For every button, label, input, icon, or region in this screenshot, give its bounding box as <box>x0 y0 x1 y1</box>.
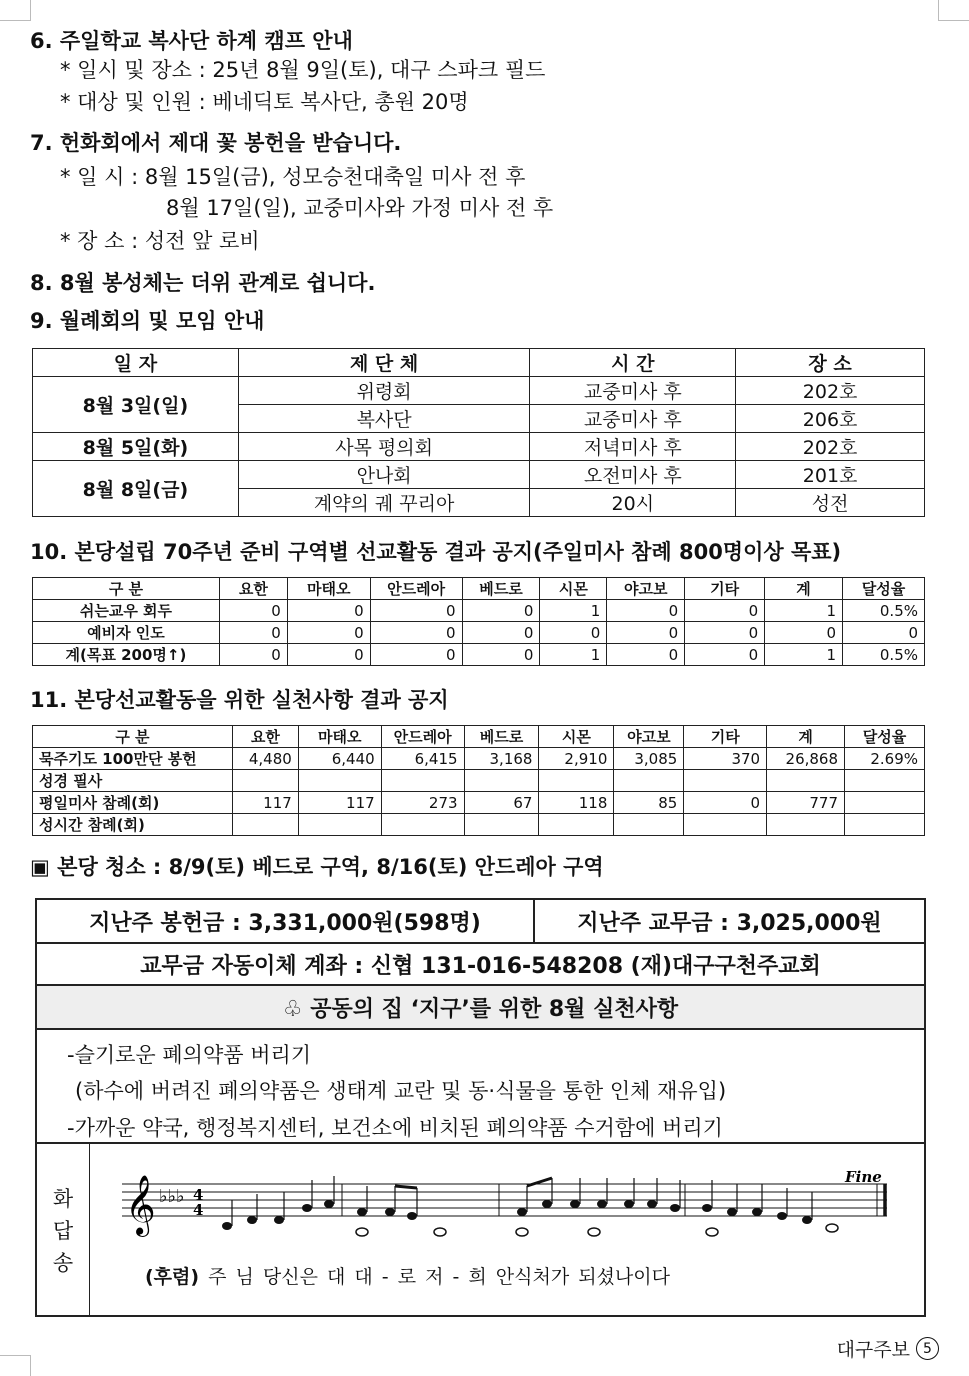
cell: 0 <box>462 622 540 644</box>
lyrics-line <box>145 1262 670 1289</box>
cell: 0 <box>287 600 370 622</box>
cell: 교중미사 후 <box>530 377 736 405</box>
cleaning-notice: ▣ 본당 청소 : 8/9(토) 베드로 구역, 8/16(토) 안드레아 구역 <box>30 855 604 879</box>
crop-mark-bottom-left <box>0 1355 31 1376</box>
row-label: 성경 필사 <box>33 770 233 792</box>
cell: 202호 <box>736 433 925 461</box>
table-row <box>33 792 925 814</box>
crop-mark-top-right <box>938 0 969 21</box>
header-cell: 장 소 <box>736 349 925 377</box>
header-cell: 야고보 <box>614 726 684 748</box>
header-cell: 제 단 체 <box>238 349 530 377</box>
cell: 성전 <box>736 489 925 517</box>
cell: 0 <box>685 644 765 666</box>
cell: 위령회 <box>238 377 530 405</box>
eco-line: (하수에 버려진 폐의약품은 생태계 교란 및 동·식물을 통한 인체 재유입) <box>75 1079 727 1103</box>
cell: 0 <box>607 600 685 622</box>
header-cell: 기타 <box>684 726 767 748</box>
cell: 0 <box>370 600 462 622</box>
cell: 0 <box>843 622 925 644</box>
row-label: 쉬는교우 회두 <box>33 600 220 622</box>
cell <box>464 770 539 792</box>
cell: 0 <box>219 622 287 644</box>
cell: 2,910 <box>539 748 614 770</box>
music-score <box>97 1170 917 1270</box>
refrain-label: (후렴) <box>145 1266 200 1288</box>
eco-line: -가까운 약국, 행정복지센터, 보건소에 비치된 폐의약품 수거함에 버리기 <box>67 1116 723 1140</box>
cell: 교중미사 후 <box>530 405 736 433</box>
page-number: 5 <box>916 1337 939 1360</box>
cell <box>298 770 381 792</box>
table-row <box>33 644 925 666</box>
cell: 0.5% <box>843 644 925 666</box>
offering-text: 지난주 봉헌금 : 3,331,000원(598명) <box>37 900 535 942</box>
cell: 0 <box>685 622 765 644</box>
cell: 201호 <box>736 461 925 489</box>
cell: 4,480 <box>232 748 298 770</box>
cell: 20시 <box>530 489 736 517</box>
cell: 0 <box>685 600 765 622</box>
table-row <box>33 770 925 792</box>
cell: 0 <box>219 644 287 666</box>
cell: 3,085 <box>614 748 684 770</box>
header-cell: 요한 <box>219 578 287 600</box>
table-row <box>33 622 925 644</box>
cell <box>614 770 684 792</box>
cell: 0 <box>462 600 540 622</box>
header-cell: 구 분 <box>33 578 220 600</box>
cell: 저녁미사 후 <box>530 433 736 461</box>
table-row <box>33 814 925 836</box>
page-footer <box>837 1335 939 1362</box>
svg-text:♭♭♭: ♭♭♭ <box>159 1186 185 1207</box>
cell: 복사단 <box>238 405 530 433</box>
section-8-title: 8. 8월 봉성체는 더위 관계로 쉽니다. <box>30 271 376 295</box>
cell: 0 <box>684 792 767 814</box>
row-label: 예비자 인도 <box>33 622 220 644</box>
cell <box>767 814 845 836</box>
cell: 0 <box>607 644 685 666</box>
section-7-time-2: 8월 17일(일), 교중미사와 가정 미사 전 후 <box>166 196 554 220</box>
cell: 85 <box>614 792 684 814</box>
cell: 0 <box>287 644 370 666</box>
cell <box>539 770 614 792</box>
cell: 0 <box>462 644 540 666</box>
cell <box>298 814 381 836</box>
cell: 6,440 <box>298 748 381 770</box>
cell: 1 <box>765 644 843 666</box>
cell <box>684 814 767 836</box>
header-cell: 시몬 <box>540 578 607 600</box>
fine-mark: Fine <box>845 1170 882 1186</box>
meeting-table <box>32 348 925 517</box>
cell: 1 <box>540 600 607 622</box>
cell: 273 <box>381 792 464 814</box>
section-7-place: * 장 소 : 성전 앞 로비 <box>60 229 260 253</box>
cell <box>845 814 925 836</box>
cell: 0 <box>370 622 462 644</box>
cell <box>381 814 464 836</box>
cell <box>464 814 539 836</box>
cell <box>684 770 767 792</box>
cell: 0 <box>219 600 287 622</box>
cell: 1 <box>540 644 607 666</box>
cell: 0 <box>607 622 685 644</box>
cell: 3,168 <box>464 748 539 770</box>
header-cell: 구 분 <box>33 726 233 748</box>
cell: 사목 평의회 <box>238 433 530 461</box>
header-cell: 요한 <box>232 726 298 748</box>
section-9-title: 9. 월례회의 및 모임 안내 <box>30 309 265 333</box>
lyrics-text: 주 님 당신은 대 대 - 로 저 - 희 안식처가 되셨나이다 <box>208 1266 670 1288</box>
header-cell: 일 자 <box>33 349 239 377</box>
offering-row <box>37 900 924 944</box>
header-cell: 안드레아 <box>370 578 462 600</box>
cell <box>845 770 925 792</box>
section-10-title: 10. 본당설립 70주년 준비 구역별 선교활동 결과 공지(주일미사 참례 800명이상 목표) <box>30 540 842 564</box>
date-cell: 8월 8일(금) <box>33 461 239 517</box>
section-11-title: 11. 본당선교활동을 위한 실천사항 결과 공지 <box>30 688 449 712</box>
header-cell: 베드로 <box>462 578 540 600</box>
cell: 1 <box>765 600 843 622</box>
header-cell: 달성율 <box>843 578 925 600</box>
cell: 2.69% <box>845 748 925 770</box>
cell: 26,868 <box>767 748 845 770</box>
header-cell: 시 간 <box>530 349 736 377</box>
cell: 370 <box>684 748 767 770</box>
section-7-time: * 일 시 : 8월 15일(금), 성모승천대축일 미사 전 후 <box>60 165 526 189</box>
eco-line: -슬기로운 폐의약품 버리기 <box>67 1043 312 1067</box>
response-song-label: 화 답 송 <box>37 1144 90 1317</box>
header-cell: 기타 <box>685 578 765 600</box>
table-row <box>33 600 925 622</box>
header-cell: 마태오 <box>298 726 381 748</box>
cell: 206호 <box>736 405 925 433</box>
row-label: 성시간 참례(회) <box>33 814 233 836</box>
section-6-item: * 일시 및 장소 : 25년 8월 9일(토), 대구 스파크 필드 <box>60 58 546 82</box>
mission-result-table <box>32 577 925 666</box>
cell: 0 <box>370 644 462 666</box>
table-row <box>33 748 925 770</box>
cell: 0 <box>765 622 843 644</box>
section-6-item: * 대상 및 인원 : 베네딕토 복사단, 총원 20명 <box>60 90 469 114</box>
header-cell: 시몬 <box>539 726 614 748</box>
header-cell: 안드레아 <box>381 726 464 748</box>
cell <box>232 814 298 836</box>
cell: 0 <box>540 622 607 644</box>
cell <box>232 770 298 792</box>
cell: 117 <box>232 792 298 814</box>
cell: 0 <box>287 622 370 644</box>
cell: 0.5% <box>843 600 925 622</box>
svg-text:4: 4 <box>193 1201 204 1219</box>
date-cell: 8월 5일(화) <box>33 433 239 461</box>
cell: 안나회 <box>238 461 530 489</box>
row-label: 계(목표 200명↑) <box>33 644 220 666</box>
header-cell: 달성율 <box>845 726 925 748</box>
cell: 계약의 궤 꾸리아 <box>238 489 530 517</box>
cell: 67 <box>464 792 539 814</box>
cell <box>767 770 845 792</box>
date-cell: 8월 3일(일) <box>33 377 239 433</box>
cell <box>614 814 684 836</box>
svg-text:4: 4 <box>193 1186 204 1204</box>
eco-title: ♧ 공동의 집 ‘지구’를 위한 8월 실천사항 <box>37 986 924 1030</box>
row-label: 묵주기도 100만단 봉헌 <box>33 748 233 770</box>
account-row: 교무금 자동이체 계좌 : 신협 131-016-548208 (재)대구구천주교회 <box>37 944 924 986</box>
header-cell: 마태오 <box>287 578 370 600</box>
crop-mark-top-left <box>0 0 31 21</box>
cell <box>539 814 614 836</box>
cell: 202호 <box>736 377 925 405</box>
section-7-title: 7. 헌화회에서 제대 꽃 봉헌을 받습니다. <box>30 131 402 155</box>
cell <box>845 792 925 814</box>
header-cell: 베드로 <box>464 726 539 748</box>
cell: 777 <box>767 792 845 814</box>
parish-fee-text: 지난주 교무금 : 3,025,000원 <box>577 910 882 936</box>
section-6-title: 6. 주일학교 복사단 하계 캠프 안내 <box>30 29 353 53</box>
header-cell: 계 <box>765 578 843 600</box>
cell: 6,415 <box>381 748 464 770</box>
treble-clef-icon: 𝄞 <box>125 1175 156 1235</box>
cell: 118 <box>539 792 614 814</box>
row-label: 평일미사 참례(회) <box>33 792 233 814</box>
cell: 117 <box>298 792 381 814</box>
header-cell: 계 <box>767 726 845 748</box>
bulletin-name: 대구주보 <box>836 1339 910 1361</box>
cell <box>381 770 464 792</box>
header-cell: 야고보 <box>607 578 685 600</box>
practice-result-table <box>32 725 925 836</box>
cell: 오전미사 후 <box>530 461 736 489</box>
info-box <box>35 898 926 1317</box>
